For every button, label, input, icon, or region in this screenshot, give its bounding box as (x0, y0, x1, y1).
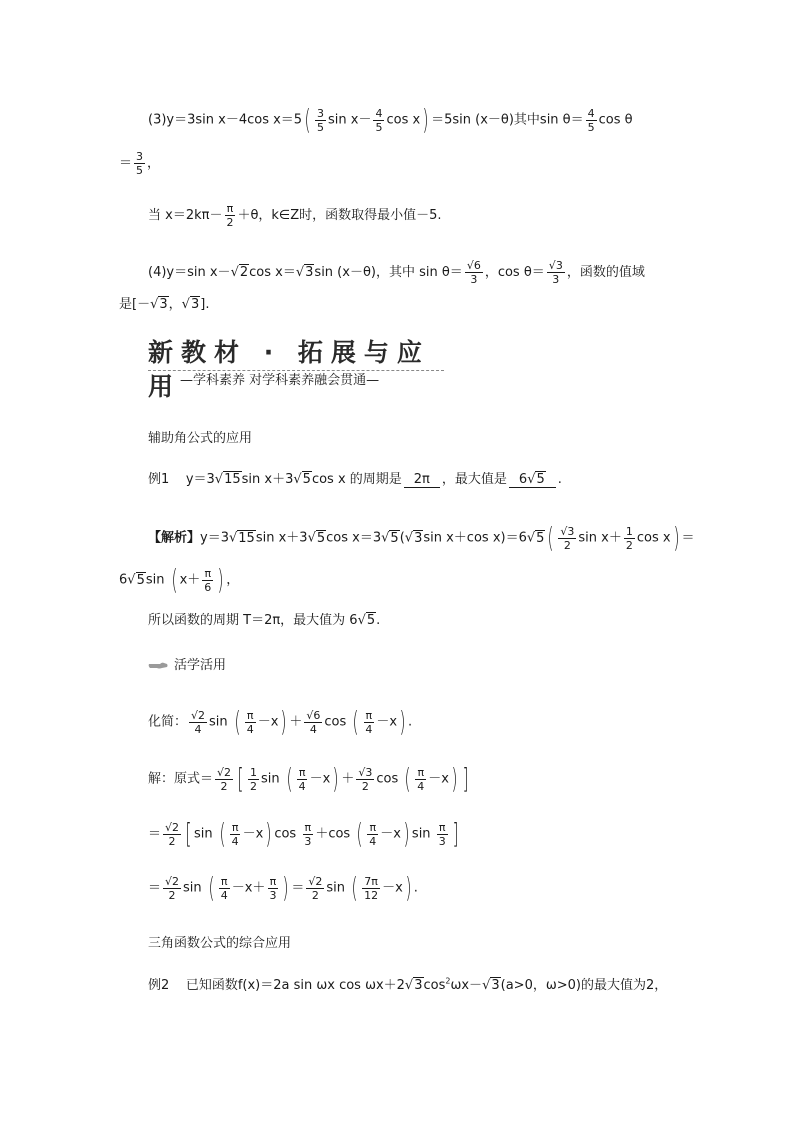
text: ]. (200, 297, 210, 312)
numerator: 3 (136, 150, 144, 163)
left-paren: ( (547, 521, 554, 554)
right-paren: ) (451, 762, 458, 795)
numerator: π (417, 765, 425, 779)
item-3-min-line (148, 202, 442, 229)
text: ＝ (148, 826, 162, 842)
numerator: π (220, 874, 228, 888)
left-paren: ( (404, 762, 411, 795)
divider (148, 370, 444, 371)
right-paren: ) (217, 563, 224, 596)
text: ωx－ (450, 978, 483, 993)
left-bracket: [ (237, 762, 244, 795)
fraction (219, 875, 230, 902)
fraction (373, 107, 384, 134)
fraction (134, 150, 145, 177)
section-subtitle: —学科素养 对学科素养融会贯通— (180, 373, 380, 388)
sqrt: √3 (404, 530, 423, 546)
fraction (624, 525, 635, 552)
topic-heading: 三角函数公式的综合应用 (148, 936, 292, 951)
numerator: √3 (560, 524, 575, 538)
denominator: 4 (369, 834, 377, 848)
text: cos (376, 771, 403, 787)
right-bracket: ] (452, 817, 459, 850)
denominator: 2 (220, 779, 228, 793)
denominator: 3 (438, 834, 446, 848)
denominator: 3 (269, 888, 277, 902)
numerator: √2 (165, 820, 180, 834)
fraction (586, 107, 597, 134)
radicand: 2 (172, 820, 180, 834)
text: . (376, 613, 381, 628)
text: . (413, 880, 418, 896)
text: ＋cos (315, 826, 355, 842)
simplify-problem (148, 705, 413, 738)
fraction (215, 766, 233, 793)
item-4-line (148, 259, 645, 286)
fraction (415, 766, 426, 793)
text: sin (x－θ)，其中 sin θ＝ (314, 265, 463, 280)
radicand: 3 (567, 524, 575, 538)
text: ＋θ，k∈Z时，函数取得最小值－5. (237, 208, 442, 223)
text: sin (145, 572, 169, 588)
sqrt: √3 (482, 978, 500, 993)
text: 已知函数f(x)＝2a sin ωx cos ωx＋2 (185, 978, 405, 993)
text: ，函数的值域 (566, 265, 645, 280)
text: ＝5sin (x－θ)其中sin θ＝ (431, 112, 584, 128)
right-paren: ) (282, 871, 289, 904)
denominator: 2 (361, 779, 369, 793)
fraction (306, 875, 324, 902)
fraction (163, 821, 181, 848)
sqrt: √5 (127, 572, 145, 588)
text: 当 x＝2kπ－ (148, 208, 223, 223)
text: ＋ (289, 714, 303, 730)
text: 6 (518, 472, 528, 487)
text: cos (324, 714, 351, 730)
practice-label: 活学活用 (174, 658, 227, 673)
radicand: 5 (536, 472, 545, 487)
answer-blank (509, 473, 556, 488)
denominator: 4 (298, 779, 306, 793)
text: ＝ (681, 530, 695, 546)
fraction (356, 766, 374, 793)
denominator: 2 (168, 888, 176, 902)
practice-label-line (148, 659, 226, 673)
fraction (362, 875, 380, 902)
text: sin (209, 714, 232, 730)
radicand: 5 (302, 472, 311, 487)
superscript: 2 (445, 976, 451, 986)
radicand: 5 (136, 572, 145, 588)
right-bracket: ] (462, 762, 469, 795)
left-paren: ( (219, 817, 226, 850)
analysis-label: 【解析】 (148, 530, 201, 546)
text: ， (226, 572, 240, 588)
radicand: 2 (198, 708, 206, 722)
text: －x＋ (231, 880, 266, 896)
text: －x (376, 714, 398, 730)
text: sin (411, 826, 435, 842)
sqrt: √3 (404, 978, 423, 993)
solution-1-conclusion (148, 614, 380, 628)
fraction (163, 875, 181, 902)
solution-1-continuation (119, 563, 240, 596)
radicand: 3 (414, 978, 423, 993)
text: cos x (386, 112, 421, 128)
fraction (189, 709, 207, 736)
text: 所以函数的周期 T＝2π，最大值为 6 (148, 613, 358, 628)
numerator: π (231, 820, 239, 834)
left-paren: ( (286, 762, 293, 795)
denominator: 5 (317, 120, 325, 134)
text: －x (428, 771, 449, 787)
numerator: π (246, 708, 254, 722)
radicand: 3 (414, 530, 423, 546)
text: －x (309, 771, 331, 787)
text: 解：原式＝ (148, 771, 214, 787)
numerator: π (369, 820, 377, 834)
denominator: 5 (136, 164, 144, 177)
text: cos (274, 826, 301, 842)
example-label: 例2 (148, 978, 170, 993)
numerator: √3 (548, 259, 563, 272)
text: ，最大值是 (441, 472, 507, 487)
text: cos x＝ (249, 265, 296, 280)
sqrt: √3 (150, 297, 168, 312)
text: －x (382, 880, 403, 896)
text: y＝3 (200, 530, 229, 546)
numerator: π (298, 765, 306, 779)
denominator: 4 (309, 722, 317, 736)
radicand: 2 (224, 765, 232, 779)
numerator: 3 (317, 106, 325, 120)
radicand: 3 (159, 297, 168, 312)
solution-step-3 (148, 871, 418, 904)
sqrt: √5 (357, 613, 376, 628)
denominator: 12 (364, 888, 379, 902)
text: sin x－ (328, 112, 372, 128)
text: 是[－ (119, 297, 151, 312)
fraction (267, 875, 278, 902)
right-paren: ) (399, 705, 406, 738)
text: x＋ (179, 572, 201, 588)
radicand: 5 (536, 530, 545, 546)
text: sin (183, 880, 206, 896)
numerator: √6 (466, 259, 481, 272)
fraction (315, 107, 326, 134)
example-label: 例1 (148, 472, 170, 487)
right-paren: ) (673, 521, 680, 554)
radicand: 5 (390, 530, 399, 546)
radicand: 3 (555, 259, 563, 272)
left-paren: ( (351, 871, 358, 904)
right-paren: ) (405, 871, 412, 904)
denominator: 4 (365, 722, 373, 736)
right-paren: ) (332, 762, 339, 795)
section-heading (148, 336, 446, 401)
item-3-line (148, 103, 633, 136)
numerator: √3 (358, 765, 373, 779)
numerator: 7π (364, 874, 378, 888)
sqrt: √3 (295, 265, 314, 280)
left-paren: ( (208, 871, 215, 904)
text: . (557, 472, 562, 487)
fraction (297, 766, 308, 793)
denominator: 5 (375, 120, 383, 134)
text: sin x＋3 (241, 472, 294, 487)
radicand: 2 (315, 874, 323, 888)
text: ＝ (291, 880, 305, 896)
right-paren: ) (280, 705, 287, 738)
fraction (224, 202, 235, 229)
denominator: 2 (168, 834, 176, 848)
denominator: 2 (563, 538, 571, 552)
sqrt: √5 (527, 472, 545, 487)
denominator: 3 (470, 273, 478, 286)
radicand: 3 (305, 265, 314, 280)
text: sin x＋cos x)＝6 (423, 530, 527, 546)
denominator: 4 (417, 779, 425, 793)
fraction (367, 821, 378, 848)
radicand: 6 (313, 708, 321, 722)
fraction (363, 709, 374, 736)
text: －x (257, 714, 279, 730)
radicand: 6 (473, 259, 481, 272)
text: ， (147, 156, 161, 171)
radicand: 2 (172, 874, 180, 888)
text: cos (423, 978, 446, 993)
text: (3)y＝3sin x－4cos x＝5 (148, 112, 303, 128)
sqrt: √2 (230, 265, 249, 280)
answer-blank: 2π (404, 473, 440, 488)
fraction (547, 259, 565, 286)
section-title: 新教材 · 拓展与应用 (148, 338, 430, 401)
fraction (304, 709, 322, 736)
text: cos θ (598, 112, 633, 128)
denominator: 6 (204, 580, 212, 594)
numerator: √2 (191, 708, 206, 722)
numerator: √2 (165, 874, 180, 888)
solution-step-1 (148, 762, 471, 795)
numerator: √2 (308, 874, 323, 888)
example-1-question (148, 473, 562, 488)
denominator: 2 (226, 216, 234, 229)
sqrt: √5 (381, 530, 399, 546)
text: (4)y＝sin x－ (148, 265, 231, 280)
item-3-continuation (119, 150, 160, 177)
text: ， (168, 297, 182, 312)
fraction (202, 567, 213, 594)
fraction (248, 766, 259, 793)
text: 6 (119, 572, 128, 588)
left-paren: ( (356, 817, 363, 850)
text: sin (193, 826, 217, 842)
fraction (437, 821, 448, 848)
radicand: 15 (238, 530, 255, 546)
denominator: 4 (231, 834, 239, 848)
numerator: 4 (375, 106, 383, 120)
sqrt: √15 (228, 530, 255, 546)
denominator: 2 (311, 888, 319, 902)
numerator: √2 (217, 765, 232, 779)
solution-step-2 (148, 817, 461, 850)
left-bracket: [ (185, 817, 192, 850)
text: sin x＋ (578, 530, 622, 546)
left-paren: ( (171, 563, 178, 596)
sqrt: √5 (526, 530, 545, 546)
text: cos x 的周期是 (311, 472, 402, 487)
text: sin x＋3 (255, 530, 308, 546)
radicand: 5 (316, 530, 326, 546)
sqrt: √3 (181, 297, 200, 312)
text: 化简： (148, 714, 188, 730)
text: ＝ (148, 880, 162, 896)
left-paren: ( (234, 705, 241, 738)
example-2-question (148, 976, 668, 993)
radicand: 3 (190, 297, 200, 312)
text: －x (380, 826, 401, 842)
numerator: π (365, 708, 373, 722)
item-4-range-line (119, 298, 209, 312)
denominator: 4 (246, 722, 254, 736)
text: y＝3 (185, 472, 215, 487)
text: ( (399, 530, 405, 546)
denominator: 4 (220, 888, 228, 902)
numerator: π (438, 820, 446, 834)
denominator: 2 (249, 779, 257, 793)
sqrt: √15 (214, 472, 241, 487)
radicand: 15 (224, 472, 241, 487)
right-paren: ) (265, 817, 272, 850)
sqrt: √5 (307, 530, 326, 546)
radicand: 3 (365, 765, 373, 779)
solution-1-line (148, 521, 695, 554)
text: －x (242, 826, 264, 842)
text: . (408, 714, 413, 730)
text: cos x (636, 530, 671, 546)
fraction (302, 821, 313, 848)
numerator: √6 (306, 708, 321, 722)
pointing-hand-icon (148, 661, 168, 670)
numerator: 1 (249, 765, 257, 779)
numerator: π (204, 566, 212, 580)
numerator: π (226, 202, 234, 215)
fraction (558, 525, 576, 552)
numerator: 4 (587, 106, 595, 120)
denominator: 2 (625, 538, 633, 552)
text: sin (260, 771, 284, 787)
right-paren: ) (422, 103, 429, 136)
text: ＝ (119, 156, 133, 171)
fraction (230, 821, 241, 848)
left-paren: ( (304, 103, 311, 136)
radicand: 5 (366, 613, 376, 628)
radicand: 3 (491, 978, 500, 993)
denominator: 4 (194, 722, 202, 736)
denominator: 5 (587, 120, 595, 134)
numerator: 1 (625, 524, 633, 538)
text: (a>0，ω>0)的最大值为2， (500, 978, 668, 993)
radicand: 2 (239, 265, 249, 280)
numerator: π (269, 874, 277, 888)
text: ，cos θ＝ (484, 265, 545, 280)
right-paren: ) (403, 817, 410, 850)
text: ＋ (341, 771, 355, 787)
left-paren: ( (352, 705, 359, 738)
text: cos x＝3 (326, 530, 382, 546)
fraction (245, 709, 256, 736)
denominator: 3 (304, 834, 312, 848)
sqrt: √5 (293, 472, 311, 487)
denominator: 3 (552, 273, 560, 286)
fraction (465, 259, 483, 286)
text: sin (326, 880, 350, 896)
numerator: π (304, 820, 312, 834)
topic-heading: 辅助角公式的应用 (148, 431, 253, 446)
